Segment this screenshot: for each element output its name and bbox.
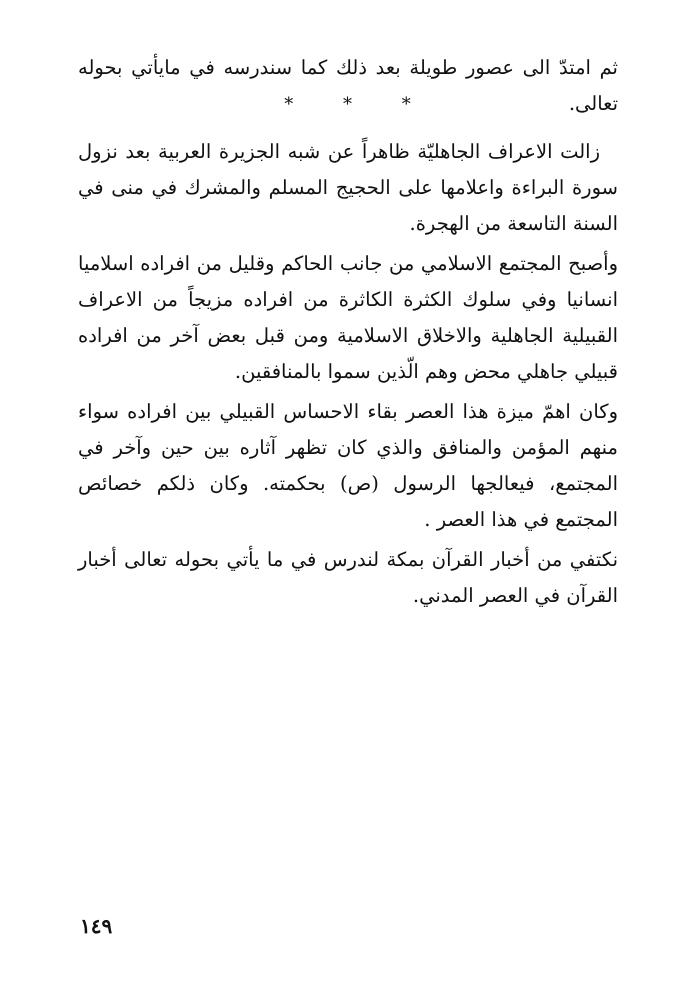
paragraph-1: زالت الاعراف الجاهليّة ظاهراً عن شبه الجزيرة العربية بعد نزول سورة البراءة واعلامها على الحجيج المسلم والمشرك في منى في السنة التاسعة من الهجرة. [78, 140, 618, 235]
divider-asterisk: * [401, 94, 411, 115]
opening-line: ثم امتدّ الى عصور طويلة بعد ذلك كما سندرسه في مايأتي بحوله تعالى. [78, 56, 618, 115]
divider-asterisk: * [284, 94, 294, 115]
page-number: ١٤٩ [80, 914, 113, 938]
paragraph-3: وكان اهمّ ميزة هذا العصر بقاء الاحساس القبيلي بين افراده سواء منهم المؤمن والمنافق والذي كان تظهر آثاره بين حين وآخر في المجتمع، فيعالجها الرسول (ص) بحكمته. وكان ذلكم خصائص المجتمع في هذا العصر . [78, 400, 618, 531]
section-divider [0, 92, 695, 118]
paragraph-4: نكتفي من أخبار القرآن بمكة لندرس في ما يأتي بحوله تعالى أخبار القرآن في العصر المدني. [78, 548, 618, 607]
body-text [78, 134, 618, 618]
paragraph-2: وأصبح المجتمع الاسلامي من جانب الحاكم وقليل من افراده اسلاميا انسانيا وفي سلوك الكثرة الكاثرة من افراده مزيجاً من الاعراف القبيلية الجاهلية والاخلاق الاسلامية ومن قبل بعض آخر من افراده قبيلي جاهلي محض وهم الّذين سموا بالمنافقين. [78, 252, 618, 383]
divider-asterisk: * [343, 94, 352, 115]
